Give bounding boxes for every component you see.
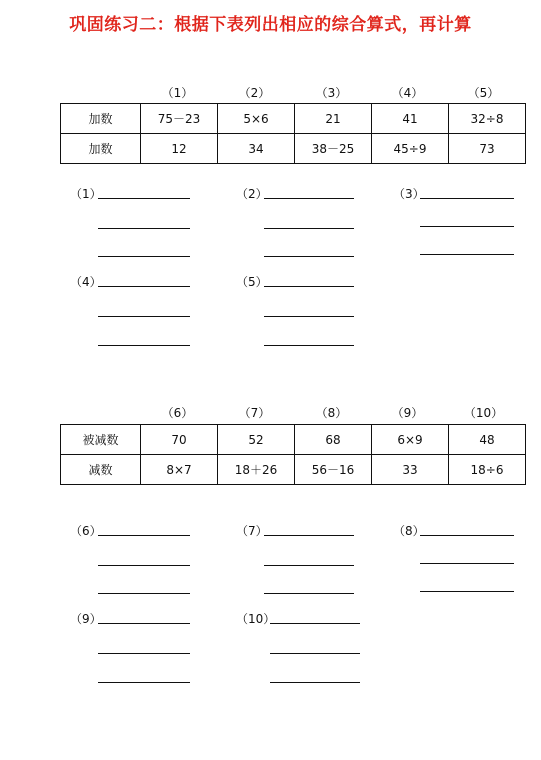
answer-line[interactable] (270, 623, 360, 624)
table-row (61, 425, 526, 455)
answer-line[interactable] (420, 535, 514, 536)
answer-line[interactable] (98, 345, 190, 346)
row-label: 加数 (61, 134, 141, 164)
table-cell: 52 (218, 425, 295, 455)
table-cell: 45÷9 (372, 134, 449, 164)
answer-label: （2） (236, 187, 268, 201)
answer-line[interactable] (264, 535, 354, 536)
table-cell: 34 (218, 134, 295, 164)
column-header: （2） (238, 86, 271, 100)
answer-label: （8） (393, 524, 425, 538)
column-header: （6） (161, 406, 194, 420)
answer-line[interactable] (98, 565, 190, 566)
answer-line[interactable] (264, 593, 354, 594)
answer-line[interactable] (420, 563, 514, 564)
column-header: （8） (315, 406, 348, 420)
answer-label: （6） (70, 524, 102, 538)
answer-line[interactable] (264, 228, 354, 229)
table-row (61, 455, 526, 485)
answer-line[interactable] (98, 593, 190, 594)
answer-line[interactable] (270, 682, 360, 683)
table-cell: 8×7 (141, 455, 218, 485)
answer-line[interactable] (264, 286, 354, 287)
answer-line[interactable] (98, 198, 190, 199)
table-cell: 33 (372, 455, 449, 485)
table-cell: 12 (141, 134, 218, 164)
table-cell: 48 (449, 425, 526, 455)
table-cell: 75－23 (141, 104, 218, 134)
table-row (61, 134, 526, 164)
answer-line[interactable] (264, 316, 354, 317)
table-cell: 56－16 (295, 455, 372, 485)
answer-line[interactable] (98, 256, 190, 257)
table-cell: 41 (372, 104, 449, 134)
answer-line[interactable] (98, 286, 190, 287)
column-header: （5） (467, 86, 500, 100)
column-header: （10） (463, 406, 504, 420)
answer-line[interactable] (420, 254, 514, 255)
answer-line[interactable] (264, 198, 354, 199)
table-cell: 68 (295, 425, 372, 455)
row-label: 减数 (61, 455, 141, 485)
row-label: 被减数 (61, 425, 141, 455)
answer-line[interactable] (420, 198, 514, 199)
table-cell: 70 (141, 425, 218, 455)
answer-label: （10） (236, 612, 276, 626)
table-cell: 18÷6 (449, 455, 526, 485)
answer-line[interactable] (98, 653, 190, 654)
answer-label: （7） (236, 524, 268, 538)
answer-line[interactable] (264, 345, 354, 346)
answer-label: （9） (70, 612, 102, 626)
table-cell: 21 (295, 104, 372, 134)
answer-label: （1） (70, 187, 102, 201)
table-cell: 73 (449, 134, 526, 164)
table-row (61, 104, 526, 134)
answer-line[interactable] (98, 228, 190, 229)
answer-line[interactable] (98, 316, 190, 317)
answer-label: （3） (393, 187, 425, 201)
column-header: （7） (238, 406, 271, 420)
answer-line[interactable] (420, 591, 514, 592)
answer-line[interactable] (264, 565, 354, 566)
answer-line[interactable] (98, 535, 190, 536)
row-label: 加数 (61, 104, 141, 134)
table-cell: 38－25 (295, 134, 372, 164)
answer-line[interactable] (98, 682, 190, 683)
subtraction-table (60, 424, 526, 485)
column-header: （1） (161, 86, 194, 100)
table-cell: 5×6 (218, 104, 295, 134)
table-cell: 18＋26 (218, 455, 295, 485)
column-header: （3） (315, 86, 348, 100)
answer-line[interactable] (98, 623, 190, 624)
worksheet-title: 巩固练习二：根据下表列出相应的综合算式，再计算 (69, 15, 472, 35)
column-header: （9） (391, 406, 424, 420)
answer-line[interactable] (420, 226, 514, 227)
answer-line[interactable] (270, 653, 360, 654)
answer-label: （4） (70, 275, 102, 289)
table-cell: 32÷8 (449, 104, 526, 134)
table-cell: 6×9 (372, 425, 449, 455)
addition-table (60, 103, 526, 164)
answer-line[interactable] (264, 256, 354, 257)
answer-label: （5） (236, 275, 268, 289)
column-header: （4） (391, 86, 424, 100)
